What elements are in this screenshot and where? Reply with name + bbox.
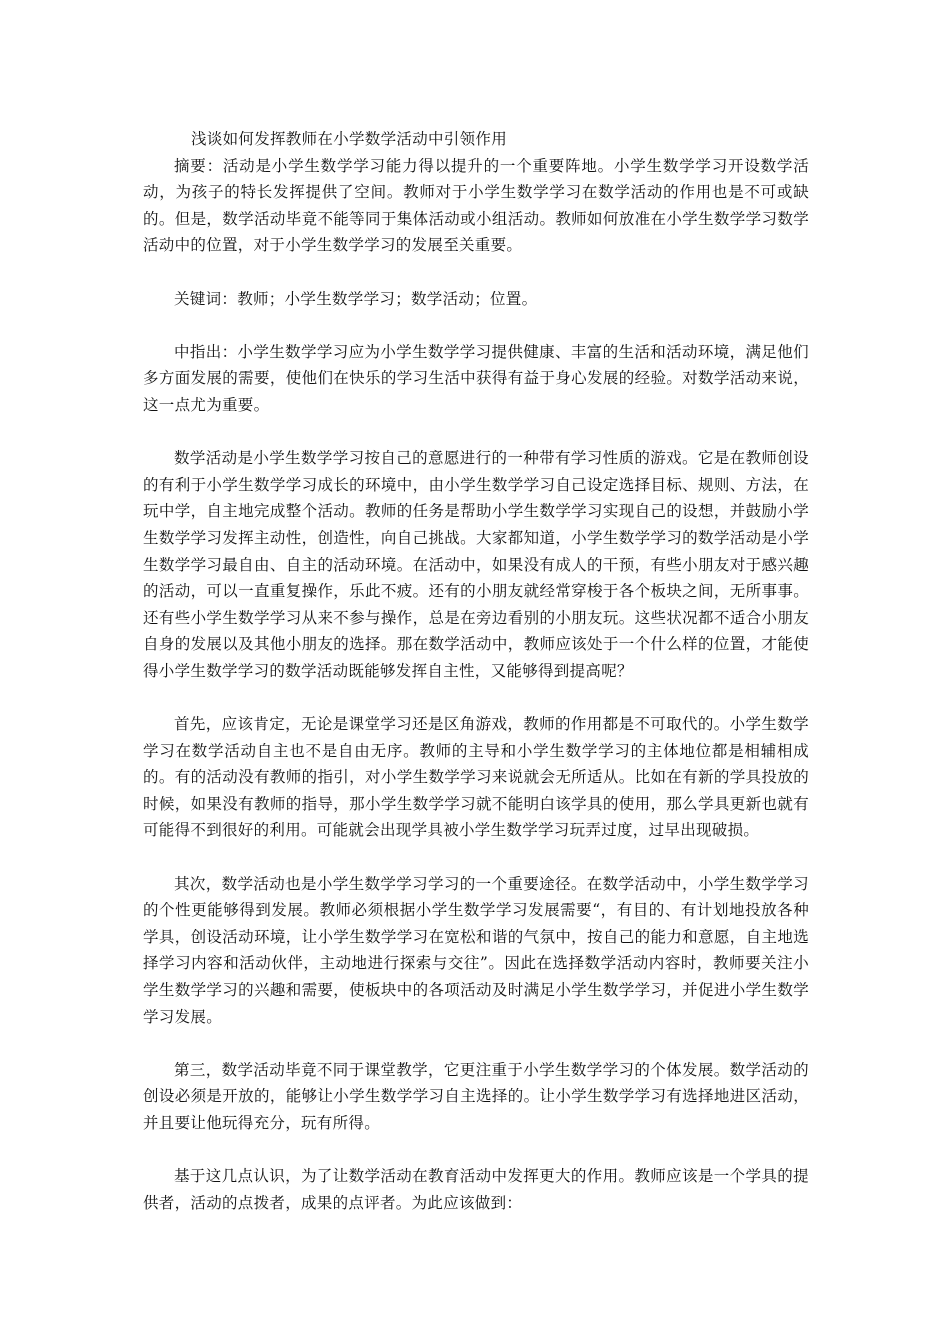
keywords-paragraph: 关键词：教师；小学生数学学习；数学活动；位置。: [174, 289, 538, 308]
body-paragraph-6: 基于这几点认识，为了让数学活动在教育活动中发挥更大的作用。教师应该是一个学具的提供者，活动的点拨者，成果的点评者。为此应该做到：: [143, 1167, 809, 1212]
document-page: [143, 126, 809, 1216]
body-paragraph-4: 其次，数学活动也是小学生数学学习学习的一个重要途径。在数学活动中，小学生数学学习的个性更能够得到发展。教师必须根据小学生数学学习发展需要“，有目的、有计划地投放各种学具，创设活动环境，让小学生数学学习在宽松和谐的气氛中，按自己的能力和意愿，自主地选择学习内容和活动伙伴，主动地进行探索与交往”。因此在选择数学活动内容时，教师要关注小学生数学学习的兴趣和需要，使板块中的各项活动及时满足小学生数学学习，并促进小学生数学学习发展。: [143, 874, 809, 1026]
document-title: 浅谈如何发挥教师在小学数学活动中引领作用: [191, 130, 508, 148]
body-paragraph-2: 数学活动是小学生数学学习按自己的意愿进行的一种带有学习性质的游戏。它是在教师创设的有利于小学生数学学习成长的环境中，由小学生数学学习自己设定选择目标、规则、方法，在玩中学，自主地完成整个活动。教师的任务是帮助小学生数学学习实现自己的设想，并鼓励小学生数学学习发挥主动性，创造性，向自己挑战。大家都知道，小学生数学学习的数学活动是小学生数学学习最自由、自主的活动环境。在活动中，如果没有成人的干预，有些小朋友对于感兴趣的活动，可以一直重复操作，乐此不疲。还有的小朋友就经常穿梭于各个板块之间，无所事事。还有些小学生数学学习从来不参与操作，总是在旁边看别的小朋友玩。这些状况都不适合小朋友自身的发展以及其他小朋友的选择。那在数学活动中，教师应该处于一个什么样的位置，才能使得小学生数学学习的数学活动既能够发挥自主性，又能够得到提高呢？: [143, 449, 809, 680]
body-paragraph-5: 第三，数学活动毕竟不同于课堂教学，它更注重于小学生数学学习的个体发展。数学活动的创设必须是开放的，能够让小学生数学学习自主选择的。让小学生数学学习有选择地进区活动，并且要让他玩得充分，玩有所得。: [143, 1060, 809, 1132]
body-paragraph-1: 中指出：小学生数学学习应为小学生数学学习提供健康、丰富的生活和活动环境，满足他们多方面发展的需要，使他们在快乐的学习生活中获得有益于身心发展的经验。对数学活动来说，这一点尤为重要。: [143, 342, 809, 414]
body-paragraph-3: 首先，应该肯定，无论是课堂学习还是区角游戏，教师的作用都是不可取代的。小学生数学学习在数学活动自主也不是自由无序。教师的主导和小学生数学学习的主体地位都是相辅相成的。有的活动没有教师的指引，对小学生数学学习来说就会无所适从。比如在有新的学具投放的时候，如果没有教师的指导，那小学生数学学习就不能明白该学具的使用，那么学具更新也就有可能得不到很好的利用。可能就会出现学具被小学生数学学习玩弄过度，过早出现破损。: [143, 715, 809, 840]
abstract-paragraph: 摘要：活动是小学生数学学习能力得以提升的一个重要阵地。小学生数学学习开设数学活动，为孩子的特长发挥提供了空间。教师对于小学生数学学习在数学活动的作用也是不可或缺的。但是，数学活动毕竟不能等同于集体活动或小组活动。教师如何放准在小学生数学学习数学活动中的位置，对于小学生数学学习的发展至关重要。: [143, 156, 809, 255]
